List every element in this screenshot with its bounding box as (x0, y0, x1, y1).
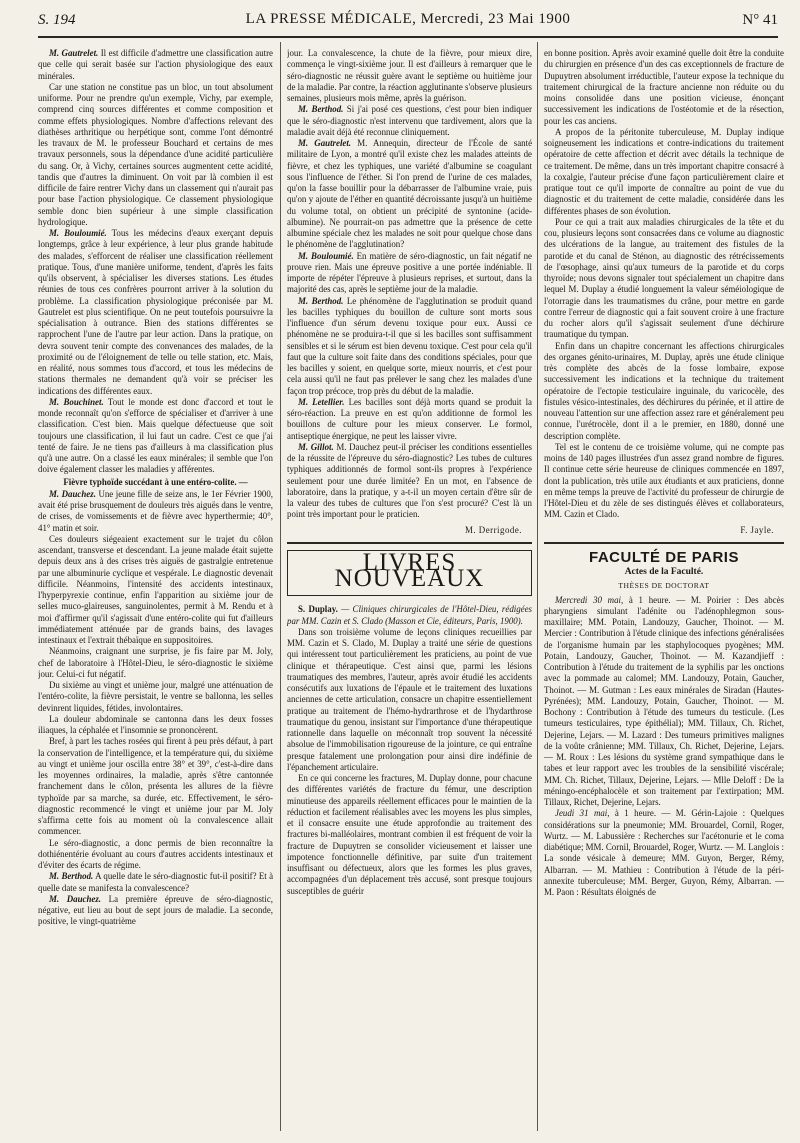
speaker: M. Gautrelet. (298, 138, 352, 148)
paragraph-text: Si j'ai posé ces questions, c'est pour bien indiquer que le séro-diagnostic n'est intervenu que tardivement, alors que la maladie avait déjà été reconnue cliniquement. (287, 104, 532, 137)
paragraph-text: Les bacilles sont déjà morts quand se produit la séro-réaction. La preuve en est qu'on additionne de formol les bouillons de culture pour les mieux conserver. Le formol, antiseptique énergique, ne peut les laisser vivre. (287, 396, 532, 441)
paragraph: Bref, à part les taches rosées qui firent à peu près défaut, à part la conservation de l'intelligence, et la température qui, du sixième au vingt et unième jour oscilla entre 38° et 39°, c'est-à-dire dans les moyennes ordinaires, la maladie, après s'être cantonnée franchement dans le côlon, présenta les allures de la fièvre typhoïde par sa marche, sa durée, etc. Effectivement, le séro-diagnostic recommencé le vingt et unième jour par M. Joly s'affirma cette fois au moment où la convalescence allait commencer. (38, 736, 273, 837)
paragraph-text: Tous les médecins d'eaux exerçant depuis longtemps, grâce à leur expérience, à leur plus grande habitude des malades, s'efforcent de réaliser une classification réellement pratique. Tous, d'une manière uniforme, tendent, d'après les faits qu'ils observent, à spécialiser les diverses stations. Les études réunies de tous ces confrères pourront arriver à la solution du problème. La classification physiologique préconisée par M. Gautrelet est plus scientifique. On ne peut toutefois poursuivre la spécialisation à outrance. Bien des stations différentes se rapprochent l'une de l'autre par leur action. Dans la pratique, on devra souvent tenir compte des convenances des malades, de la proximité ou de l'éloignement de telle ou telle station, etc. Mais, en réalité, nous sommes tous d'accord, et tous les médecins de stations thermales ne demandent qu'à voir se préciser les indications des différentes eaux. (38, 228, 273, 396)
paragraph (287, 397, 532, 442)
column-divider (280, 42, 281, 1131)
section-rule (287, 542, 532, 544)
faculty-subheading: Actes de la Faculté. (624, 567, 704, 577)
paragraph (38, 489, 273, 534)
paragraph: jour. La convalescence, la chute de la fièvre, pour mieux dire, commença le vingt-sixième jour. Il est d'ailleurs à remarquer que le séro-diagnostic ne réussit guère avant le septième ou huitième jour de la maladie. Par contre, la réaction agglutinante s'observe plusieurs semaines, plusieurs mois même, après la guérison. (287, 48, 532, 103)
paragraph (38, 871, 273, 894)
book-review (287, 604, 532, 897)
paragraph-text: M. Annequin, directeur de l'École de santé militaire de Lyon, a montré qu'il existe chez les malades atteints de fièvre, et chez les typhiques, une variété d'albumine se coagulant sous l'influence de l'éther. Si l'on prend de l'urine de ces malades, qu'on la fasse bouillir pour la débarrasser de l'albumine vraie, puis qu'on y ajoute de l'éther en quantité décroissante jusqu'à un huitième du volume total, on obtient un précipité de syntonine (acide-albumine). Ne pourrait-on pas admettre que la présence de cette albumine spéciale chez les malades ne soit pour quelque chose dans le phénomène de l'agglutination? (287, 138, 532, 250)
journal-title: LA PRESSE MÉDICALE, Mercredi, 23 Mai 1900 (245, 11, 571, 27)
paragraph: La douleur abdominale se cantonna dans les deux fosses iliaques, la céphalée et l'insomnie se prononcèrent. (38, 713, 273, 735)
speaker: M. Letellier. (298, 396, 345, 407)
paragraph: Dans son troisième volume de leçons cliniques recueillies par MM. Cazin et S. Clado, M. Duplay a traité une série de questions qui intéressent tout particulièrement les praticiens, au point de vue clinique et thérapeutique. C'est ainsi que, parmi les lésions traumatiques des membres, l'auteur, après avoir étudié les accidents consécutifs aux luxations de l'épaule et le traitement des luxations anciennes de cette articulation, consacre un chapitre essentiellement pratique au traitement de l'hémo-hydrarthrose et de l'hydarthrose traumatique du genou, insistant sur l'importance d'une thérapeutique rationnelle dans laquelle on méconnaît trop souvent la nécessité absolue de l'immobilisation rigoureuse de la jointure, ce qui entraîne presque fatalement une prolongation pour ainsi dire indéfinie de l'épanchement articulaire. (287, 626, 532, 772)
speaker: M. Bouchinet. (49, 396, 104, 407)
page-number: S. 194 (38, 12, 76, 28)
paragraph: Tel est le contenu de ce troisième volume, qui ne compte pas moins de 140 pages illustrées d'un assez grand nombre de figures. Il continue cette série heureuse de cliniques commencée en 1897, dont la publication, très utile aux étudiants et aux praticiens, donne en même temps la preuve de l'activité du professeur de chirurgie de l'Hôtel-Dieu et du zèle de ses distingués élèves et collaborateurs, MM. Cazin et Clado. (544, 441, 784, 520)
section-heading-text: LIVRES NOUVEAUX (334, 548, 485, 592)
section-heading (287, 550, 532, 597)
paragraph-text: En matière de séro-diagnostic, un fait négatif ne prouve rien. Mais une épreuve positive a une portée indéniable. Il importe de répéter l'épreuve à plusieurs reprises, et surtout, dans la majorité des cas, après le septième jour de la maladie. (287, 250, 532, 295)
paragraph: Ces douleurs siégeaient exactement sur le trajet du côlon ascendant, transverse et descendant. La jeune malade était sujette depuis deux ans à des crises très aiguës de gastralgie entretenue par une albuminurie cyclique et vespérale. Le diagnostic devenait difficile. Néanmoins, l'intensité des accidents intestinaux, l'hyperpyrexie continue, enfin l'apparition au sixième jour de selles muco-glaireuses, sanguinolentes, permit à M. Rendu et à moi d'affirmer qu'il s'agissait d'une entéro-colite qui fut d'ailleurs immédiatement atténuée par de grands bains, des lavages intestinaux et l'extrait thébaïque en suppositoires. (38, 533, 273, 645)
paragraph (287, 442, 532, 521)
speaker: M. Gautrelet. (49, 48, 99, 58)
paragraph: Car une station ne constitue pas un bloc, un tout absolument uniforme. Pour ne prendre qu'un exemple, Vichy, par exemple, comprend cinq sources différentes et comme composition et comme effets physiologiques. Nombre d'affections relevant des diathèses arthritique ou herpétique sont, comme l'ont démontré les travaux de M. le professeur Bouchard et certains de mes travaux personnels, sous la dépendance d'une acidité particulière du sang. Or, à Vichy, certaines sources augmentent cette acidité, tandis que d'autres la diminuent. On voit par là combien il est difficile de faire rentrer Vichy dans un classement qui n'aurait pas pour base l'action physiologique. Ce classement physiologique semble donc bien supérieur à une simple classification hydrologique. (38, 81, 273, 227)
paragraph (544, 595, 784, 809)
paragraph (287, 296, 532, 397)
paragraph: Pour ce qui a trait aux maladies chirurgicales de la tête et du cou, plusieurs leçons sont consacrées dans ce volume au diagnostic des ulcérations de la langue, au traitement des fistules de la parotide et du canal de Sténon, au diagnostic des rétrécissements de l'œsophage, ainsi qu'aux tumeurs de la parotide et du corps thyroïde; nous devons signaler tout spécialement un chapitre dans lequel M. Duplay a étudié longuement la valeur séméiologique de l'otorragie dans les traumatismes du crâne, pour mettre en garde contre l'erreur de diagnostic qui a fait souvent croire à une fracture du rocher alors qu'il s'agissait seulement d'une déchirure traumatique du tympan. (544, 216, 784, 340)
paragraph: Le séro-diagnostic, a donc permis de bien reconnaître la dothiénentérie évoluant au cours d'autres accidents intestinaux et d'éviter des écarts de régime. (38, 837, 273, 870)
column-divider (537, 42, 538, 1131)
thesis-date: Jeudi 31 mai, (555, 808, 610, 819)
column-2 (287, 48, 532, 1131)
faculty-heading: FACULTÉ DE PARIS (589, 548, 739, 566)
paragraph: Néanmoins, craignant une surprise, je fis faire par M. Joly, chef de laboratoire à l'Hôtel-Dieu, le séro-diagnostic le sixième jour. Celui-ci fut négatif. (38, 646, 273, 679)
signature: M. Derrigode. (464, 524, 522, 535)
paragraph (38, 397, 273, 476)
section-rule (544, 542, 784, 544)
column-1 (38, 48, 273, 1131)
signature: F. Jayle. (740, 524, 774, 535)
page-header (38, 8, 778, 34)
paragraph-text: à 1 heure. — M. Gérin-Lajoie : Quelques considérations sur la pneumonie; MM. Brouardel, Cornil, Roger, Wurtz. — M. Labussière : Recherches sur l'acétonurie et le coma diabétique; MM. Cornil, Brouardel, Roger, Wurtz. — M. Langlois : La sonde vésicale à demeure; MM. Guyon, Berger, Rémy, Albarran. — M. Mathieu : Contribution à l'étude de la péri-annexite tuberculeuse; MM. Berger, Guyon, Rémy, Albarran. — M. Paon : Résultats éloignés de (544, 808, 784, 897)
paragraph: A propos de la péritonite tuberculeuse, M. Duplay indique soigneusement les indications et contre-indications du traitement opératoire de cette affection et décrit avec détails la technique de ce traitement. De même, dans un très important chapitre consacré à la coxalgie, l'auteur précise d'une façon particulièrement claire et pratique tout ce qu'il importe de connaître au point de vue du diagnostic et du traitement de cette maladie, considérée dans les différentes phases de son évolution. (544, 126, 784, 216)
speaker: M. Dauchez. (49, 488, 96, 499)
speaker: M. Bouloumié. (49, 228, 107, 238)
paragraph-text: Une jeune fille de seize ans, le 1er Février 1900, avait été prise brusquement de douleurs très aiguës dans le ventre, de crises, de vomissements et de fièvre avec hyperthermie; 40°, 41° matin et soir. (38, 488, 273, 533)
paragraph: Enfin dans un chapitre concernant les affections chirurgicales des organes génito-urinaires, M. Duplay, après une étude clinique très complète des abcès de la fosse lombaire, expose successivement les indications et la technique du traitement opératoire de l'ectopie testiculaire inguinale, du varicocèle, des fistules vésico-intestinales, des déchirures du périnée, et il attire de nouveau l'attention sur une affection assez rare et généralement peu connue, l'urétrocèle, dont il a le premier, en 1880, donné une description complète. (544, 340, 784, 441)
paragraph (287, 138, 532, 251)
paragraph-text: Tout le monde est donc d'accord et tout le monde reconnaît qu'on s'efforce de spécialiser et d'arriver à une classification. C'est bien. Mais quelque défectueuse que soit toujours une classification, il lui faut un cadre. C'est ce que j'ai tenté de faire. Je ne tiens pas d'ailleurs à ma classification plus qu'à une autre. On a classé les eaux minérales; il semble que l'on doive également classer les maladies y afférentes. (38, 396, 273, 475)
paragraph-text: Le phénomène de l'agglutination se produit quand les bacilles typhiques du bouillon de culture sont morts sous l'influence d'un sérum devenu toxique pour eux. Aussi ce phénomène ne se produira-t-il que si les bacilles sont suffisamment sensibles et si le sérum est bien devenu toxique. C'est pour cela qu'il faut que la culture soit faite dans des conditions spéciales, pour que les bacilles y soient, en quelque sorte, mieux nourris, et c'est pour cela aussi qu'il ne faut pas prélever le sang chez les malades d'une façon trop précoce, trop près du début de la maladie. (287, 295, 532, 396)
paragraph (544, 808, 784, 898)
paragraph-text: à 1 heure. — M. Poirier : Des abcès pharyngiens simulant l'adénite ou l'adénophlegmon sous-maxillaire; MM. Potain, Landouzy, Gaucher, Thoinot. — M. Mercier : Contribution à l'étude clinique des infections généralisées de l'organisme humain par les staphylocoques pyogènes; MM. Potain, Landouzy, Gaucher, Thoinot. — M. Kazandjieff : Contribution à l'étude du traitement de la syphilis par les onctions avec la pommade au calomel; MM. Landouzy, Potain, Gaucher, Thoinot. — M. Gutman : Les eaux minérales de Siradan (Hautes-Pyrénées); MM. Landouzy, Potain, Gaucher, Thoinot. — M. Bochony : Contribution à l'étude des tumeurs du testicule. (Les tumeurs testiculaires, type épithélial); MM. Tillaux, Ch. Richet, Dejerine, Lejars. — M. Lazard : Des tumeurs primitives malignes de la voûte crânienne; MM. Tillaux, Ch. Richet, Dejerine, Lejars. — M. Roux : Les lésions du système grand sympathique dans le tabes et leur rapport avec les troubles de la sensibilité viscérale; MM. Ch. Richet, Tillaux, Dejerine, Lejars. — Mlle Deloff : De la méningo-encéphalocèle et son traitement par l'extirpation; MM. Tillaux, Richet, Dejerine, Lejars. (544, 594, 784, 807)
paragraph: Du sixième au vingt et unième jour, malgré une atténuation de l'entéro-colite, la fièvre persistait, le ventre se ballonna, les selles devinrent liquides, fétides, involontaires. (38, 680, 273, 713)
book-author: S. Duplay. (298, 604, 338, 615)
book-reference: — Cliniques chirurgicales de l'Hôtel-Dieu, rédigées par MM. Cazin et S. Clado (Masson et Cie, éditeurs, Paris, 1900). (287, 604, 532, 626)
speaker: M. Gillot. (298, 441, 334, 452)
paragraph-text: M. Dauchez peut-il préciser les conditions essentielles de la réussite de l'épreuve du séro-diagnostic? Les tubes de cultures typhiques additionnés de formol sont-ils propres à l'expérience seulement pour une durée limitée? En un mot, en l'absence de laboratoire, dans la pratique, y a-t-il un moyen certain d'être sûr de la valeur des tubes de cultures que l'on s'est procuré? C'est là un point très important pour le praticien. (287, 441, 532, 520)
speaker: M. Berthod. (298, 295, 344, 306)
paragraph: en bonne position. Après avoir examiné quelle doit être la conduite du chirurgien en présence d'un des cas exceptionnels de fracture de Dupuytren absolument irréductible, l'auteur expose la technique du traitement chirurgical de la fracture ancienne non réduite ou du moins consolidée dans une position vicieuse, énonçant successivement les indications de l'ostéotomie et de la résection, pour les cas anciens. (544, 48, 784, 126)
paragraph (38, 48, 273, 82)
column-3 (544, 48, 784, 1131)
paragraph (287, 251, 532, 296)
thesis-date: Mercredi 30 mai, (555, 594, 624, 605)
paragraph (287, 604, 532, 627)
issue-number: N° 41 (742, 12, 778, 28)
paragraph-text: A quelle date le séro-diagnostic fut-il positif? Et à quelle date se manifesta la convalescence? (38, 871, 273, 893)
speaker: M. Berthod. (49, 871, 94, 882)
paragraph-text: Il est difficile d'admettre une classification autre que celle qui serait basée sur l'action physiologique des eaux minérales. (38, 48, 273, 81)
paragraph: En ce qui concerne les fractures, M. Duplay donne, pour chacune des différentes variétés de fracture du fémur, une description minutieuse des appareils réellement efficaces pour le maintien de la réduction et facilement réalisables avec les moyens les plus simples, et il consacre ensuite une étude approfondie au traitement des fractures bi-malléolaires, montrant combien il est fréquent de voir la fracture de Dupuytren se consolider vicieusement et laisser une impotence fonctionnelle définitive, par suite d'un traitement insuffisant ou défectueux, alors que les formes les plus graves, accompagnées d'un déplacement très accusé, sont presque toujours susceptibles de guérir (287, 773, 532, 896)
speaker: M. Berthod. (298, 104, 344, 115)
paragraph (287, 104, 532, 138)
speaker: M. Dauchez. (49, 893, 102, 904)
speaker: M. Bouloumié. (298, 250, 354, 261)
header-rule (38, 36, 778, 38)
paragraph (38, 228, 273, 397)
thesis-heading: THÈSES DE DOCTORAT (618, 581, 710, 591)
paragraph (38, 894, 273, 928)
subheading: Fièvre typhoïde succédant à une entéro-colite. — (63, 476, 248, 487)
paragraph-text: La première épreuve de séro-diagnostic, négative, eut lieu au bout de sept jours de maladie. La seconde, positive, le vingt-quatrième (38, 893, 273, 927)
